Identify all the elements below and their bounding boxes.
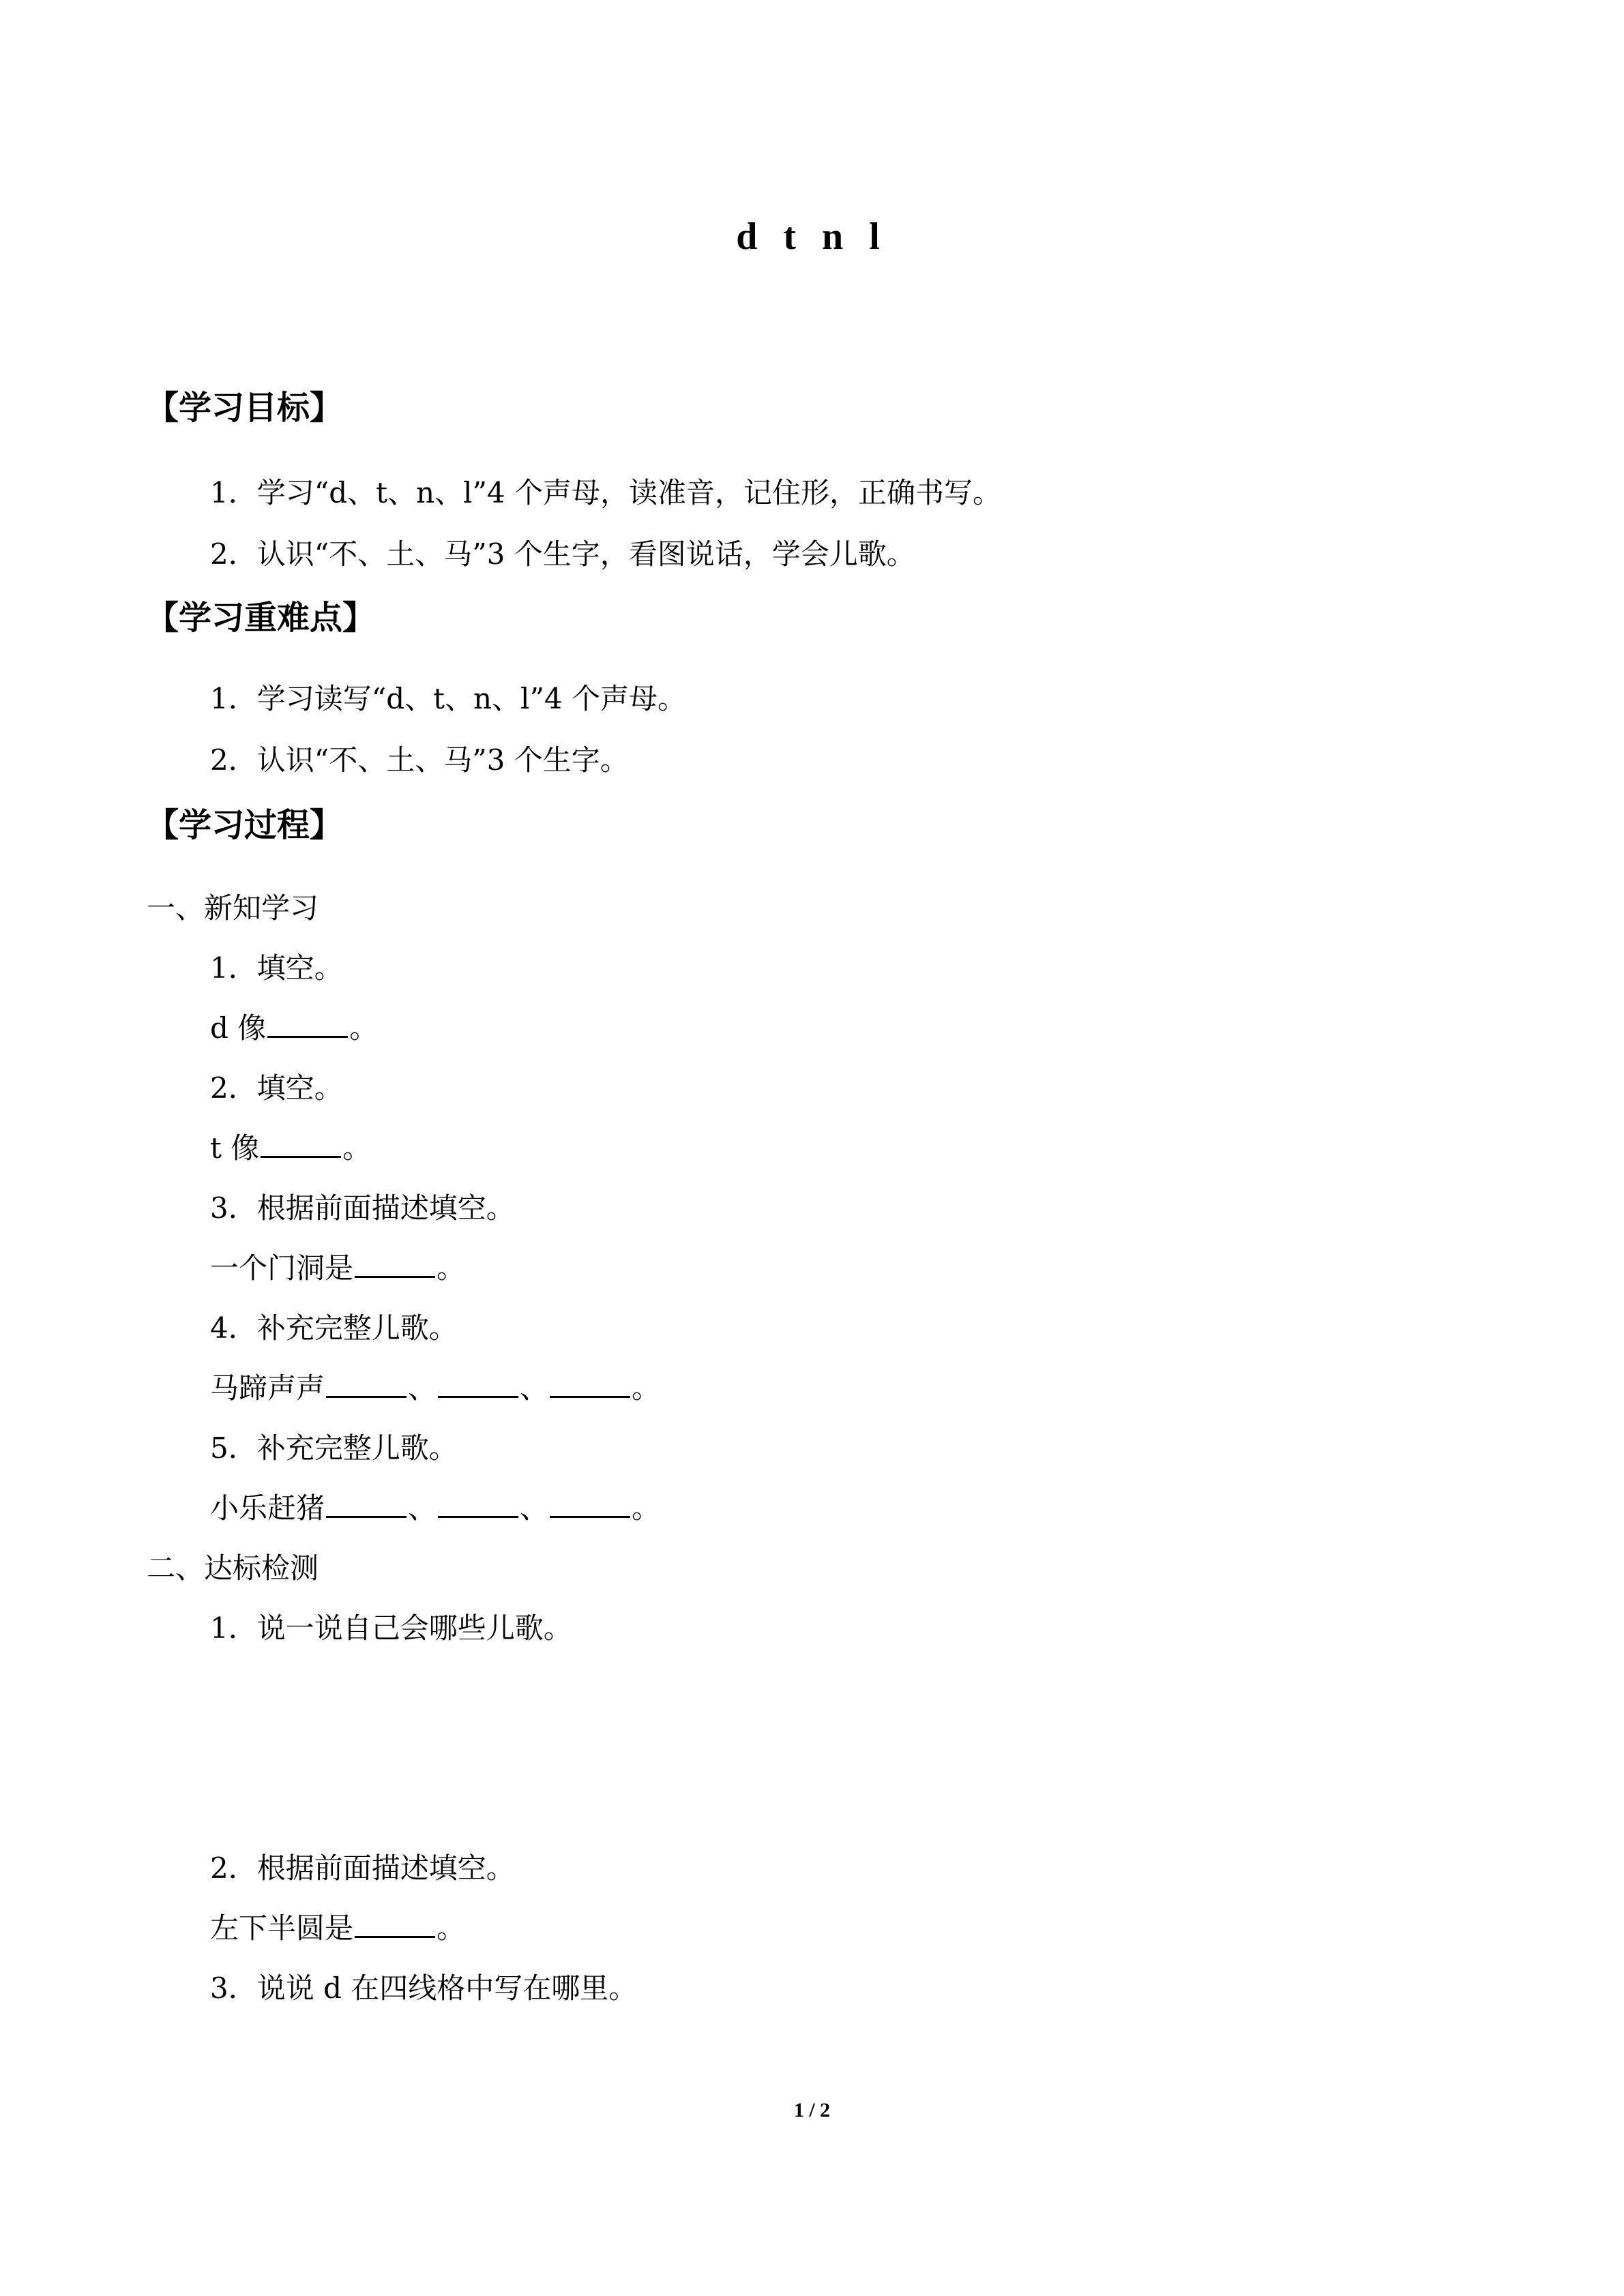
answer-prefix: 马蹄声声 (210, 1371, 325, 1405)
key-point-item-1: 1．学习读写“d、t、n、l”4 个声母。 (210, 682, 686, 715)
part2-question-3: 3．说说 d 在四线格中写在哪里。 (210, 1971, 638, 2005)
fill-in-blank[interactable] (355, 1911, 435, 1938)
answer-prefix: 一个门洞是 (210, 1251, 354, 1285)
fill-in-blank[interactable] (438, 1491, 518, 1518)
part1-question-5: 5．补充完整儿歌。 (210, 1431, 458, 1465)
part2-question-2: 2．根据前面描述填空。 (210, 1851, 515, 1885)
separator: 、 (408, 1491, 437, 1525)
document-title: d t n l (736, 215, 888, 258)
part2-title: 二、达标检测 (147, 1551, 319, 1585)
goal-item-1: 1．学习“d、t、n、l”4 个声母，读准音，记住形，正确书写。 (210, 476, 1001, 509)
fill-in-blank[interactable] (326, 1491, 407, 1518)
part1-answer-line-3 (210, 1249, 465, 1287)
period: 。 (342, 1131, 372, 1165)
part1-answer-line-2 (210, 1129, 371, 1167)
part1-answer-line-1 (210, 1009, 378, 1047)
period: 。 (437, 1911, 466, 1945)
fill-in-blank[interactable] (438, 1371, 518, 1398)
period: 。 (437, 1251, 466, 1285)
part1-question-2: 2．填空。 (210, 1071, 343, 1105)
part1-answer-line-5 (210, 1489, 660, 1527)
part1-question-4: 4．补充完整儿歌。 (210, 1311, 458, 1345)
period: 。 (632, 1491, 661, 1525)
period: 。 (349, 1011, 379, 1045)
separator: 、 (520, 1491, 549, 1525)
fill-in-blank[interactable] (267, 1011, 348, 1038)
fill-in-blank[interactable] (550, 1491, 630, 1518)
answer-prefix: 左下半圆是 (210, 1911, 354, 1945)
fill-in-blank[interactable] (550, 1371, 630, 1398)
period: 。 (632, 1371, 661, 1405)
fill-in-blank[interactable] (355, 1251, 435, 1278)
page-number: 1 / 2 (793, 2099, 831, 2121)
separator: 、 (408, 1371, 437, 1405)
goal-item-2: 2．认识“不、土、马”3 个生字，看图说话，学会儿歌。 (210, 537, 915, 571)
part2-question-1: 1．说一说自己会哪些儿歌。 (210, 1611, 572, 1645)
part1-question-1: 1．填空。 (210, 951, 343, 985)
fill-in-blank[interactable] (326, 1371, 407, 1398)
section-heading-goals: 【学习目标】 (146, 389, 343, 427)
key-point-item-2: 2．认识“不、土、马”3 个生字。 (210, 743, 629, 777)
part1-answer-line-4 (210, 1369, 660, 1407)
answer-prefix: t 像 (210, 1131, 260, 1165)
part1-question-3: 3．根据前面描述填空。 (210, 1191, 515, 1225)
separator: 、 (520, 1371, 549, 1405)
fill-in-blank[interactable] (261, 1131, 341, 1158)
answer-prefix: 小乐赶猪 (210, 1491, 325, 1525)
section-heading-key-points: 【学习重难点】 (146, 599, 376, 637)
part1-title: 一、新知学习 (147, 891, 319, 925)
answer-prefix: d 像 (210, 1011, 267, 1045)
part2-answer-line-2 (210, 1909, 465, 1948)
section-heading-process: 【学习过程】 (146, 806, 343, 844)
